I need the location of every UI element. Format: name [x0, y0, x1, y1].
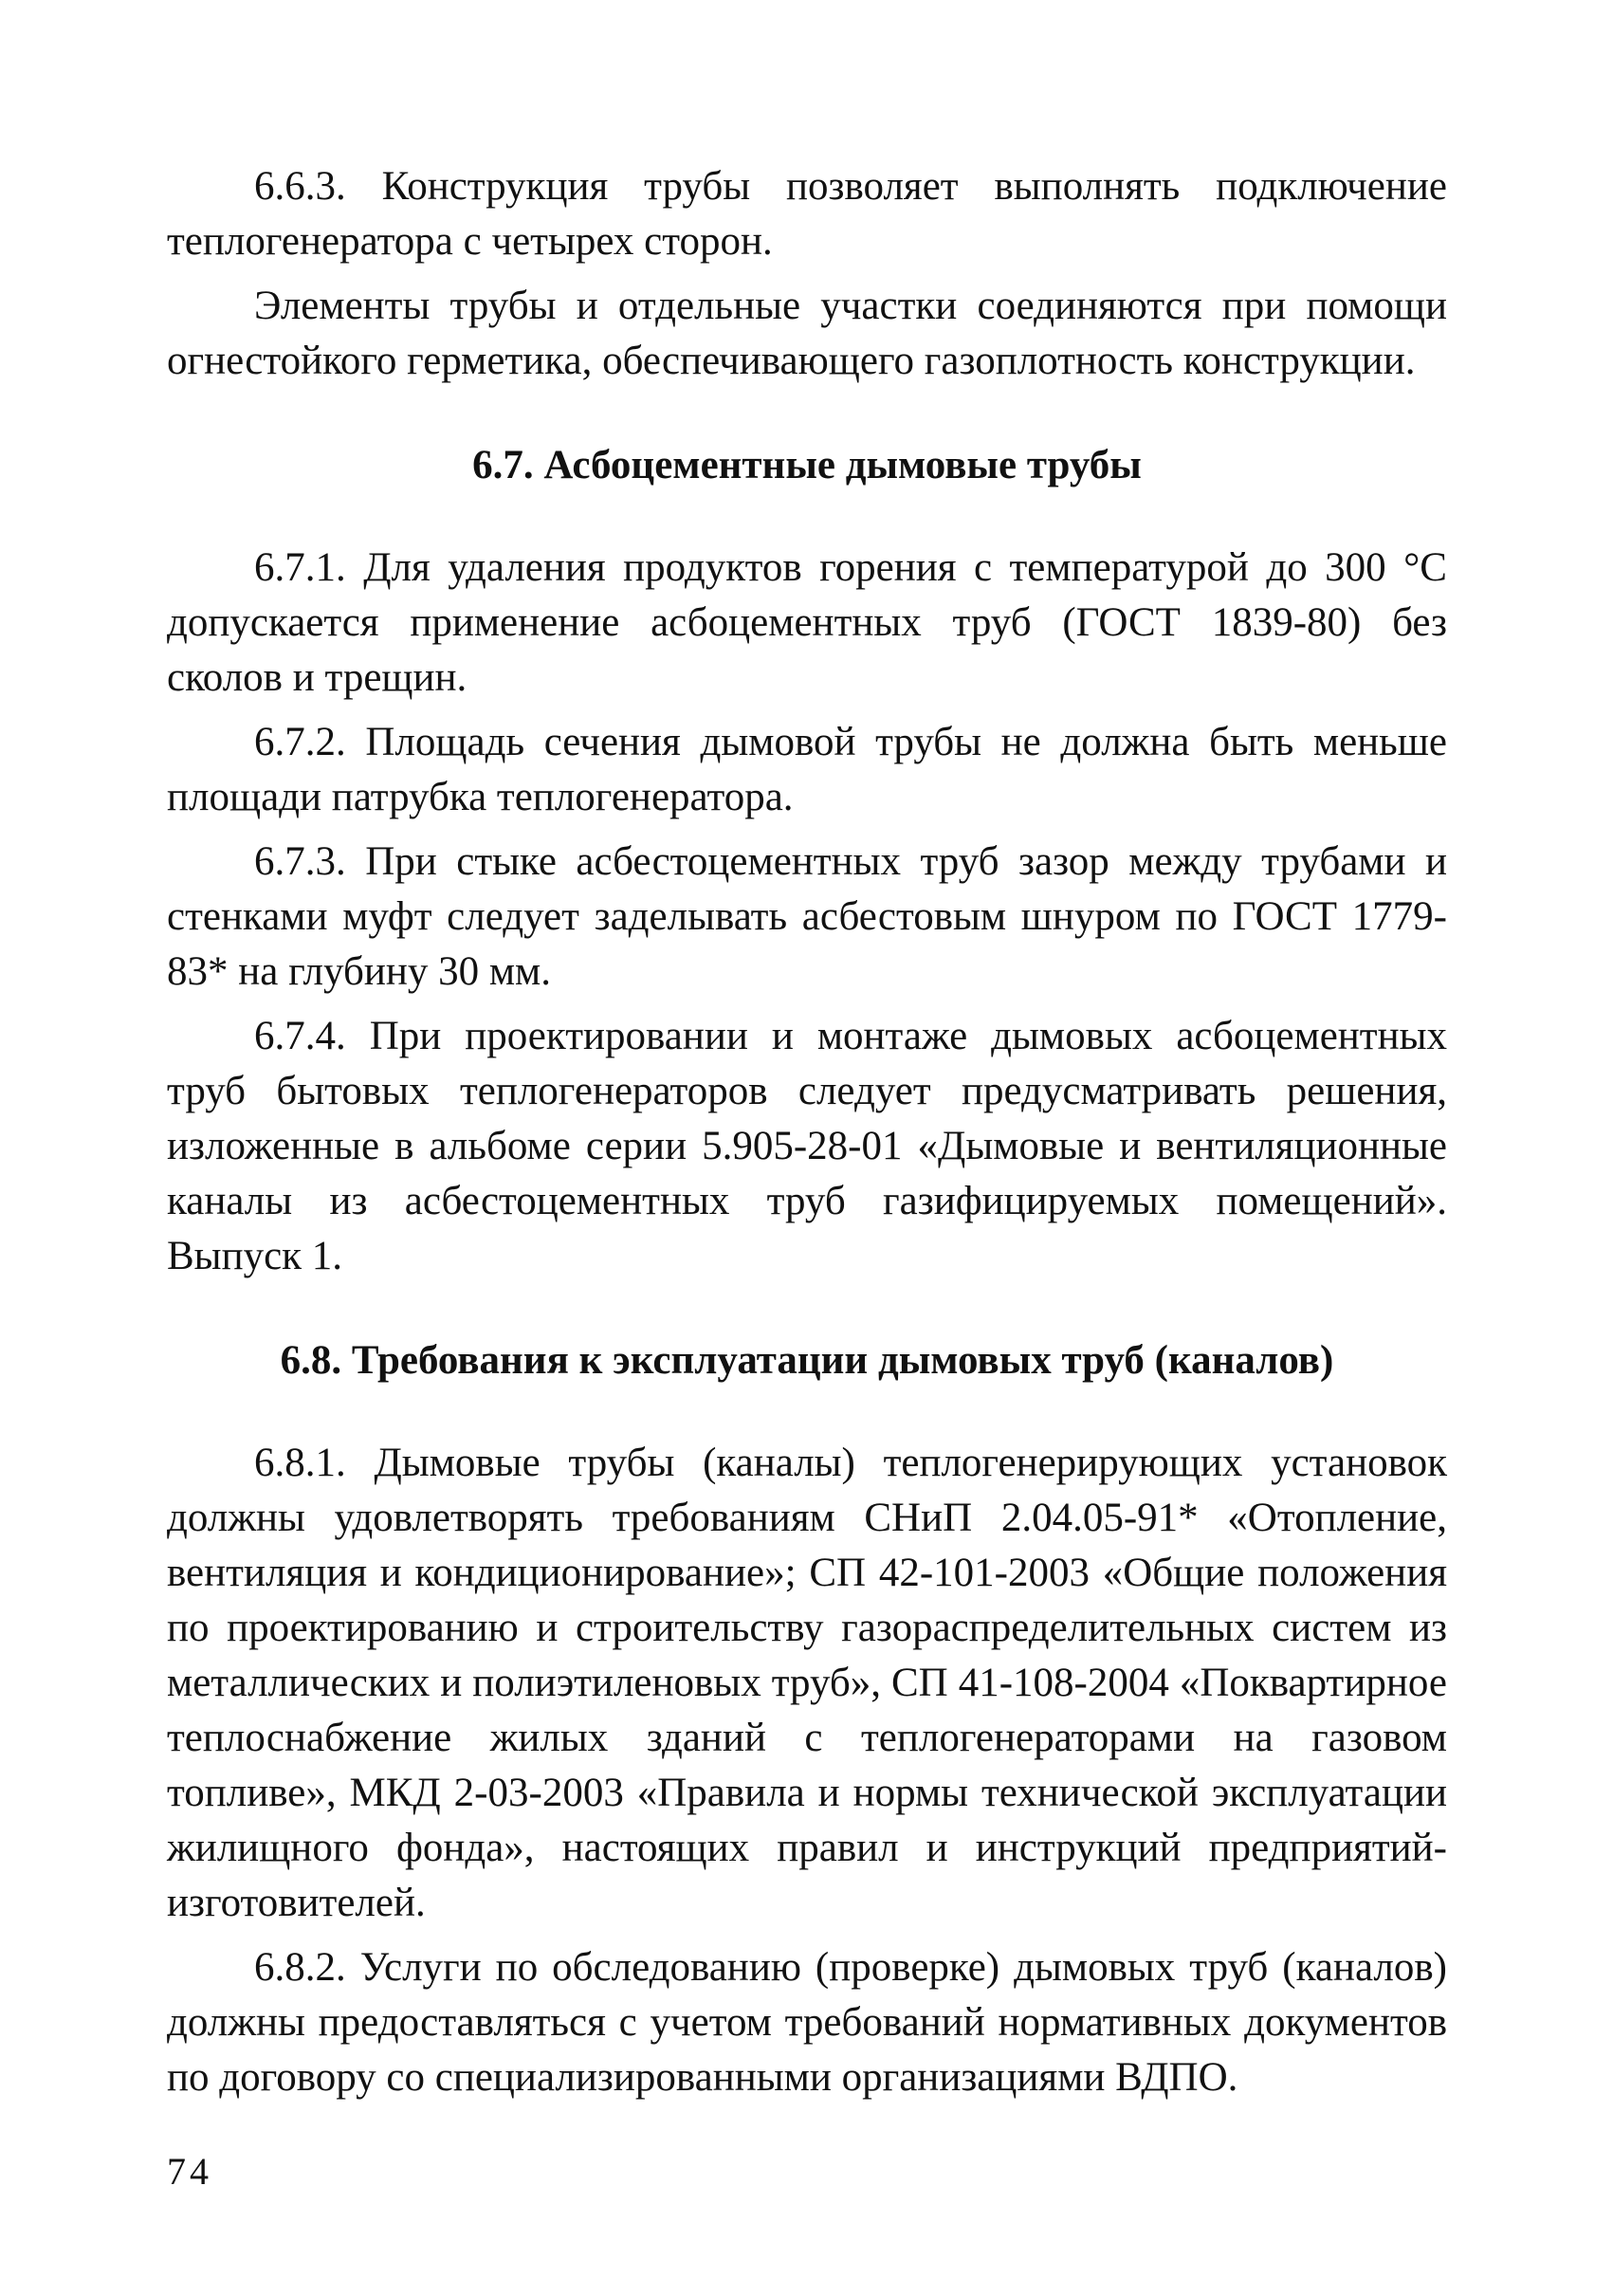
- paragraph-6-6-3: 6.6.3. Конструкция трубы позволяет выполнять подключение теплогенератора с четырех сторон.: [167, 164, 1447, 264]
- section-heading-6-7: 6.7. Асбоцементные дымовые трубы: [472, 443, 1142, 487]
- page-body: [167, 159, 1447, 2105]
- paragraph-6-7-2: 6.7.2. Площадь сечения дымовой трубы не должна быть меньше площади патрубка теплогенератора.: [167, 720, 1447, 819]
- paragraph-6-7-4: 6.7.4. При проектировании и монтаже дымовых асбоцементных труб бытовых теплогенераторов следует предусматривать решения, изложенные в альбоме серии 5.905-28-01 «Дымовые и вентиляционные каналы из асбестоцементных труб газифицируемых помещений». Выпуск 1.: [167, 1014, 1447, 1278]
- paragraph-6-7-3: 6.7.3. При стыке асбестоцементных труб зазор между трубами и стенками муфт следует заделывать асбестовым шнуром по ГОСТ 1779-83* на глубину 30 мм.: [167, 839, 1447, 994]
- section-heading-6-8: 6.8. Требования к эксплуатации дымовых труб (каналов): [280, 1338, 1334, 1383]
- paragraph-6-6-3-continuation: Элементы трубы и отдельные участки соединяются при помощи огнестойкого герметика, обеспечивающего газоплотность конструкции.: [167, 284, 1447, 383]
- paragraph-6-8-1: 6.8.1. Дымовые трубы (каналы) теплогенерирующих установок должны удовлетворять требованиям СНиП 2.04.05-91* «Отопление, вентиляция и кондиционирование»; СП 42-101-2003 «Общие положения по проектированию и строительству газораспределительных систем из металлических и полиэтиленовых труб», СП 41-108-2004 «Поквартирное теплоснабжение жилых зданий с теплогенераторами на газовом топливе», МКД 2-03-2003 «Правила и нормы технической эксплуатации жилищного фонда», настоящих правил и инструкций предприятий-изготовителей.: [167, 1441, 1447, 1925]
- paragraph-6-8-2: 6.8.2. Услуги по обследованию (проверке) дымовых труб (каналов) должны предоставляться с учетом требований нормативных документов по договору со специализированными организациями ВДПО.: [167, 1945, 1447, 2100]
- page-number: 74: [167, 2150, 212, 2193]
- paragraph-6-7-1: 6.7.1. Для удаления продуктов горения с температурой до 300 °С допускается применение асбоцементных труб (ГОСТ 1839-80) без сколов и трещин.: [167, 545, 1447, 700]
